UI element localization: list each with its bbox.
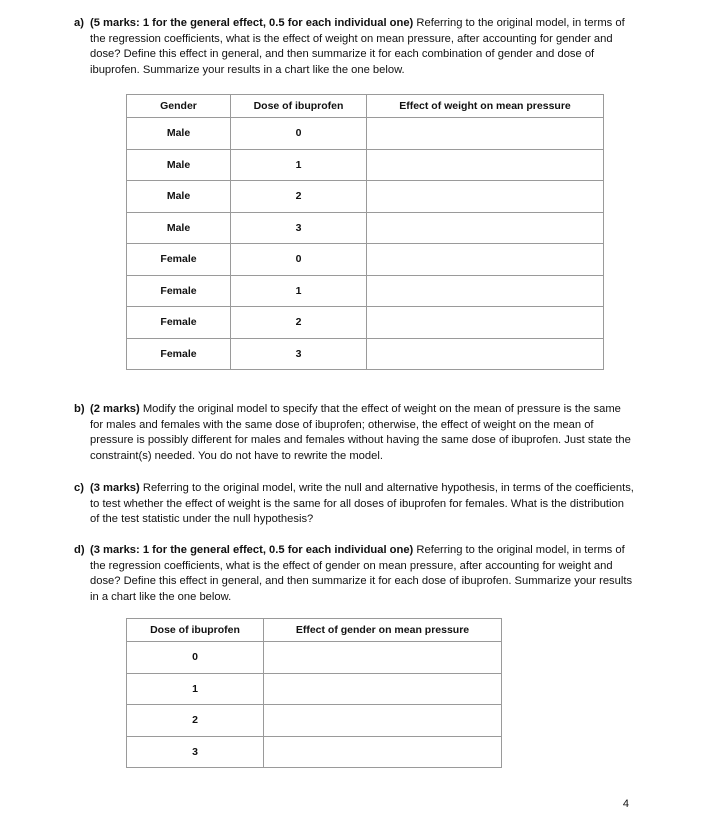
question-b-label: b)	[74, 403, 85, 415]
question-c	[74, 481, 634, 528]
header-dose: Dose of ibuprofen	[231, 95, 367, 118]
header-gender: Gender	[127, 95, 231, 118]
header-dose-d: Dose of ibuprofen	[127, 619, 264, 642]
question-b	[74, 402, 634, 464]
dose-cell: 0	[127, 642, 264, 674]
effect-cell	[367, 149, 604, 181]
effect-cell	[367, 118, 604, 150]
effect-cell	[367, 338, 604, 370]
gender-cell: Female	[127, 244, 231, 276]
dose-cell: 0	[231, 118, 367, 150]
effect-cell	[367, 212, 604, 244]
header-effect-gender: Effect of gender on mean pressure	[264, 619, 502, 642]
gender-cell: Male	[127, 212, 231, 244]
effect-cell	[264, 642, 502, 674]
table-row	[127, 705, 502, 737]
question-c-label: c)	[74, 482, 84, 494]
gender-cell: Female	[127, 307, 231, 339]
gender-cell: Male	[127, 149, 231, 181]
table-row	[127, 275, 604, 307]
dose-cell: 1	[127, 673, 264, 705]
table-row	[127, 244, 604, 276]
effect-cell	[367, 244, 604, 276]
table-row	[127, 181, 604, 213]
table-row	[127, 338, 604, 370]
dose-cell: 0	[231, 244, 367, 276]
question-a-text: Referring to the original model, in terms of the regression coefficients, what is the effect of weight on mean pressure, after accounting for gender and dose? Define this effect in general, and then summarize it for each combination of gender and dose of ibuprofen. Summarize your results in a chart like the one below.	[90, 17, 625, 76]
table-row	[127, 673, 502, 705]
question-d	[74, 543, 634, 605]
dose-cell: 2	[231, 307, 367, 339]
weight-effect-table	[126, 94, 604, 370]
table-row	[127, 307, 604, 339]
dose-cell: 2	[231, 181, 367, 213]
page-number: 4	[622, 798, 629, 810]
question-a-marks: (5 marks: 1 for the general effect, 0.5 for each individual one)	[90, 17, 414, 29]
effect-cell	[264, 673, 502, 705]
table-row	[127, 118, 604, 150]
gender-cell: Male	[127, 118, 231, 150]
gender-cell: Female	[127, 275, 231, 307]
dose-cell: 2	[127, 705, 264, 737]
table-row	[127, 642, 502, 674]
dose-cell: 3	[231, 338, 367, 370]
header-effect-weight: Effect of weight on mean pressure	[367, 95, 604, 118]
effect-cell	[367, 307, 604, 339]
question-d-marks: (3 marks: 1 for the general effect, 0.5 for each individual one)	[90, 544, 414, 556]
gender-cell: Female	[127, 338, 231, 370]
effect-cell	[264, 705, 502, 737]
dose-cell: 1	[231, 275, 367, 307]
question-d-text: Referring to the original model, in terms of the regression coefficients, what is the effect of gender on mean pressure, after accounting for weight and dose? Define this effect in general, and then summarize it for each dose of ibuprofen. Summarize your results in a chart like the one below.	[90, 544, 633, 603]
gender-effect-table	[126, 618, 502, 768]
effect-cell	[367, 275, 604, 307]
question-b-text: Modify the original model to specify that the effect of weight on the mean of pressure is the same for males and females with the same dose of ibuprofen; otherwise, the effect of weight on the mean of pressure is possibly different for males and females without having the same dose of ibuprofen. Just state the constraint(s) needed. You do not have to rewrite the model.	[90, 403, 631, 462]
dose-cell: 3	[127, 736, 264, 768]
question-c-marks: (3 marks)	[90, 482, 140, 494]
dose-cell: 3	[231, 212, 367, 244]
question-a-label: a)	[74, 17, 84, 29]
question-b-marks: (2 marks)	[90, 403, 140, 415]
table-row	[127, 736, 502, 768]
question-d-label: d)	[74, 544, 85, 556]
gender-cell: Male	[127, 181, 231, 213]
question-a	[74, 16, 634, 78]
question-c-text: Referring to the original model, write the null and alternative hypothesis, in terms of the coefficients, to test whether the effect of weight is the same for all doses of ibuprofen for females. What is the distribution of the test statistic under the null hypothesis?	[90, 482, 634, 526]
effect-cell	[264, 736, 502, 768]
dose-cell: 1	[231, 149, 367, 181]
table-row	[127, 149, 604, 181]
effect-cell	[367, 181, 604, 213]
table-row	[127, 212, 604, 244]
